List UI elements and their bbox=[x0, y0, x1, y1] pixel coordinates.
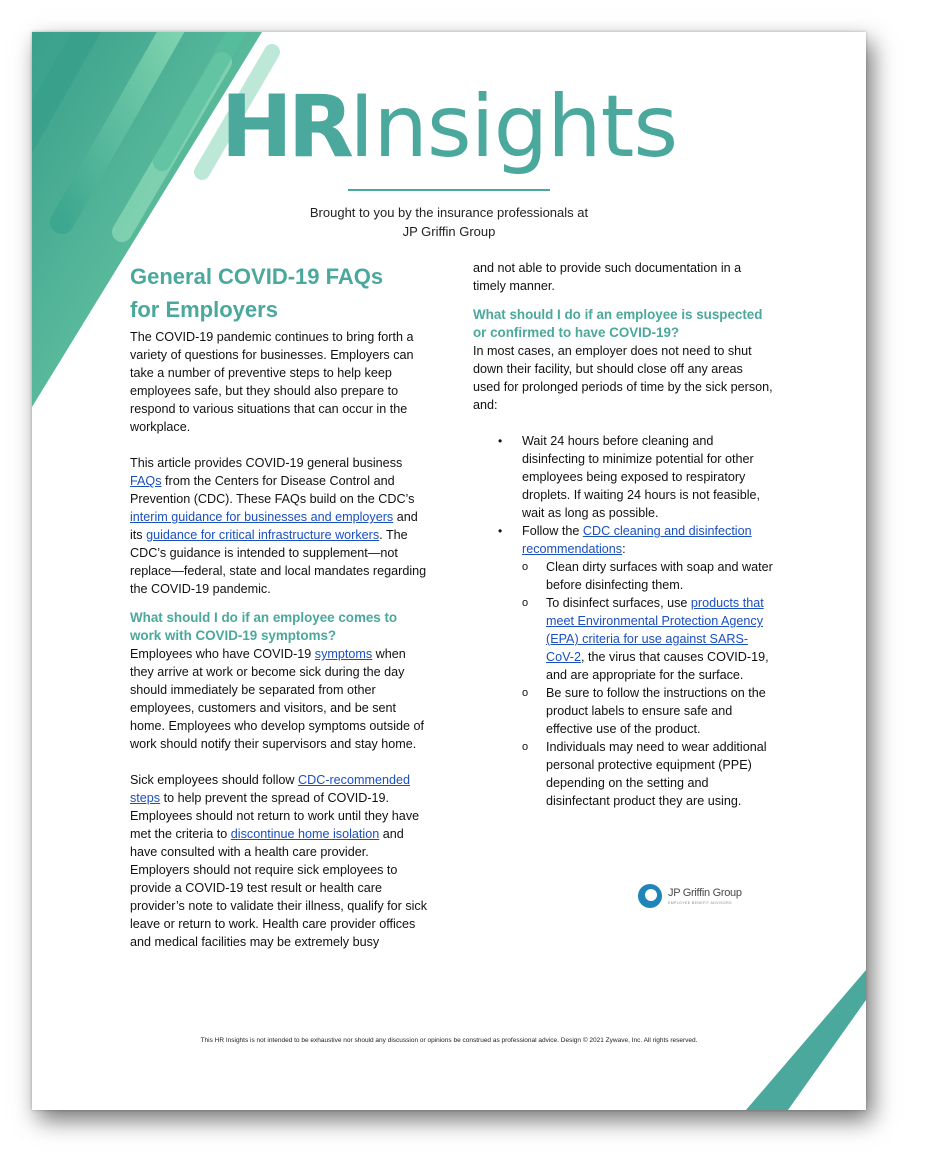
sub-list-item bbox=[522, 738, 773, 810]
sub-bullet-icon: o bbox=[522, 741, 529, 753]
list-item-text: Follow the bbox=[522, 524, 583, 538]
sub-item-text: , the virus that causes COVID-19, and are appropriate for the surface. bbox=[546, 650, 769, 682]
sub-list-item bbox=[522, 594, 773, 684]
list-item bbox=[473, 522, 773, 810]
sub-bullet-icon: o bbox=[522, 597, 529, 609]
right-column bbox=[473, 259, 773, 810]
bullet-list bbox=[473, 432, 773, 810]
logo-tagline: EMPLOYEE BENEFIT ADVISORS bbox=[668, 901, 732, 905]
text-span: from the Centers for Disease Control and Prevention (CDC). These FAQs build on the CDC’s bbox=[130, 474, 415, 506]
text-span: and its bbox=[130, 510, 418, 542]
sub-list-item bbox=[522, 684, 773, 738]
bullet-icon: • bbox=[498, 434, 503, 448]
jp-griffin-logo bbox=[638, 882, 758, 912]
left-column bbox=[130, 260, 430, 951]
sub-bullet-icon: o bbox=[522, 687, 529, 699]
list-item bbox=[473, 432, 773, 522]
text-span: Employees who have COVID-19 bbox=[130, 647, 315, 661]
question-1-heading: What should I do if an employee comes to work with COVID-19 symptoms? bbox=[130, 610, 398, 643]
text-span: and have consulted with a health care provider. Employers should not require sick employees to provide a COVID-19 test result or health care provider’s note to validate their illness, qualify for sick leave or return to work. Health care provider offices and medical facilities may be extremely busy bbox=[130, 827, 428, 949]
bullet-icon: • bbox=[498, 524, 503, 538]
epa-products-link[interactable]: products that meet Environmental Protection Agency (EPA) criteria for use against SARS-CoV-2 bbox=[546, 596, 764, 664]
sub-item-text: To disinfect surfaces, use bbox=[546, 596, 691, 610]
griffin-logo-icon bbox=[638, 884, 662, 908]
company-name: JP Griffin Group bbox=[402, 224, 496, 239]
faqs-link[interactable]: FAQs bbox=[130, 474, 162, 488]
brought-to-you-line: Brought to you by the insurance professionals at bbox=[309, 205, 589, 220]
question-1-answer bbox=[130, 645, 430, 753]
continued-paragraph: and not able to provide such documentation in a timely manner. bbox=[473, 261, 742, 293]
logo-underline bbox=[348, 189, 550, 191]
discontinue-home-isolation-link[interactable]: discontinue home isolation bbox=[230, 827, 380, 841]
text-span: . The CDC’s guidance is intended to supplement—not replace—federal, state and local mandates regarding the COVID-19 pandemic. bbox=[130, 528, 427, 596]
question-2-heading: What should I do if an employee is suspected or confirmed to have COVID-19? bbox=[473, 307, 763, 340]
list-item-text: : bbox=[622, 542, 626, 556]
list-item-text: Wait 24 hours before cleaning and disinfecting to minimize potential for other employees being exposed to respiratory droplets. If waiting 24 hours is not feasible, wait as long as possible. bbox=[522, 434, 761, 520]
sub-item-text: Clean dirty surfaces with soap and water before disinfecting them. bbox=[546, 560, 773, 592]
sick-employees-paragraph bbox=[130, 771, 430, 951]
cdc-faqs-paragraph bbox=[130, 454, 430, 598]
intro-paragraph: The COVID-19 pandemic continues to bring forth a variety of questions for businesses. Employers can take a number of preventive steps to help keep employees safe, but they should also prepare to respond to various situations that can occur in the workplace. bbox=[130, 330, 414, 434]
logo-insights-text: Insights bbox=[349, 77, 678, 177]
text-span: Sick employees should follow bbox=[130, 773, 298, 787]
question-2-answer: In most cases, an employer does not need to shut down their facility, but should close off any areas used for prolonged periods of time by the sick person, and: bbox=[473, 344, 773, 412]
document-page bbox=[32, 32, 866, 1110]
sub-bullet-icon: o bbox=[522, 561, 529, 573]
article-title-line-1: General COVID-19 FAQs bbox=[130, 264, 384, 289]
text-span: when they arrive at work or become sick during the day should immediately be separated from other employees, customers and visitors, and be sent home. Employees who develop symptoms outside of work should notify their supervisors and stay home. bbox=[130, 647, 425, 751]
cdc-recommended-steps-link[interactable]: CDC-recommended steps bbox=[130, 773, 410, 805]
sub-item-text: Individuals may need to wear additional personal protective equipment (PPE) depending on the setting and disinfectant product they are using. bbox=[546, 740, 767, 808]
text-span: This article provides COVID-19 general business bbox=[130, 456, 403, 470]
logo-hr-text: HR bbox=[220, 77, 349, 177]
disclaimer: This HR Insights is not intended to be exhaustive nor should any discussion or opinions be construed as professional advice. Design © 2021 Zywave, Inc. All rights reserved. bbox=[200, 1037, 698, 1044]
article-title bbox=[130, 260, 430, 326]
symptoms-link[interactable]: symptoms bbox=[314, 647, 373, 661]
interim-guidance-link[interactable]: interim guidance for businesses and employers bbox=[130, 510, 394, 524]
critical-infrastructure-link[interactable]: guidance for critical infrastructure workers bbox=[146, 528, 380, 542]
text-span: to help prevent the spread of COVID-19. Employees should not return to work until they have met the criteria to bbox=[130, 791, 420, 841]
sub-item-text: Be sure to follow the instructions on the product labels to ensure safe and effective use of the product. bbox=[546, 686, 766, 736]
hr-insights-logo bbox=[32, 72, 866, 182]
sub-list-item bbox=[522, 558, 773, 594]
article-title-line-2: for Employers bbox=[130, 297, 278, 322]
logo-company-text: JP Griffin Group bbox=[668, 887, 742, 899]
sub-list bbox=[522, 558, 773, 810]
cdc-cleaning-link[interactable]: CDC cleaning and disinfection recommendations bbox=[522, 524, 752, 556]
